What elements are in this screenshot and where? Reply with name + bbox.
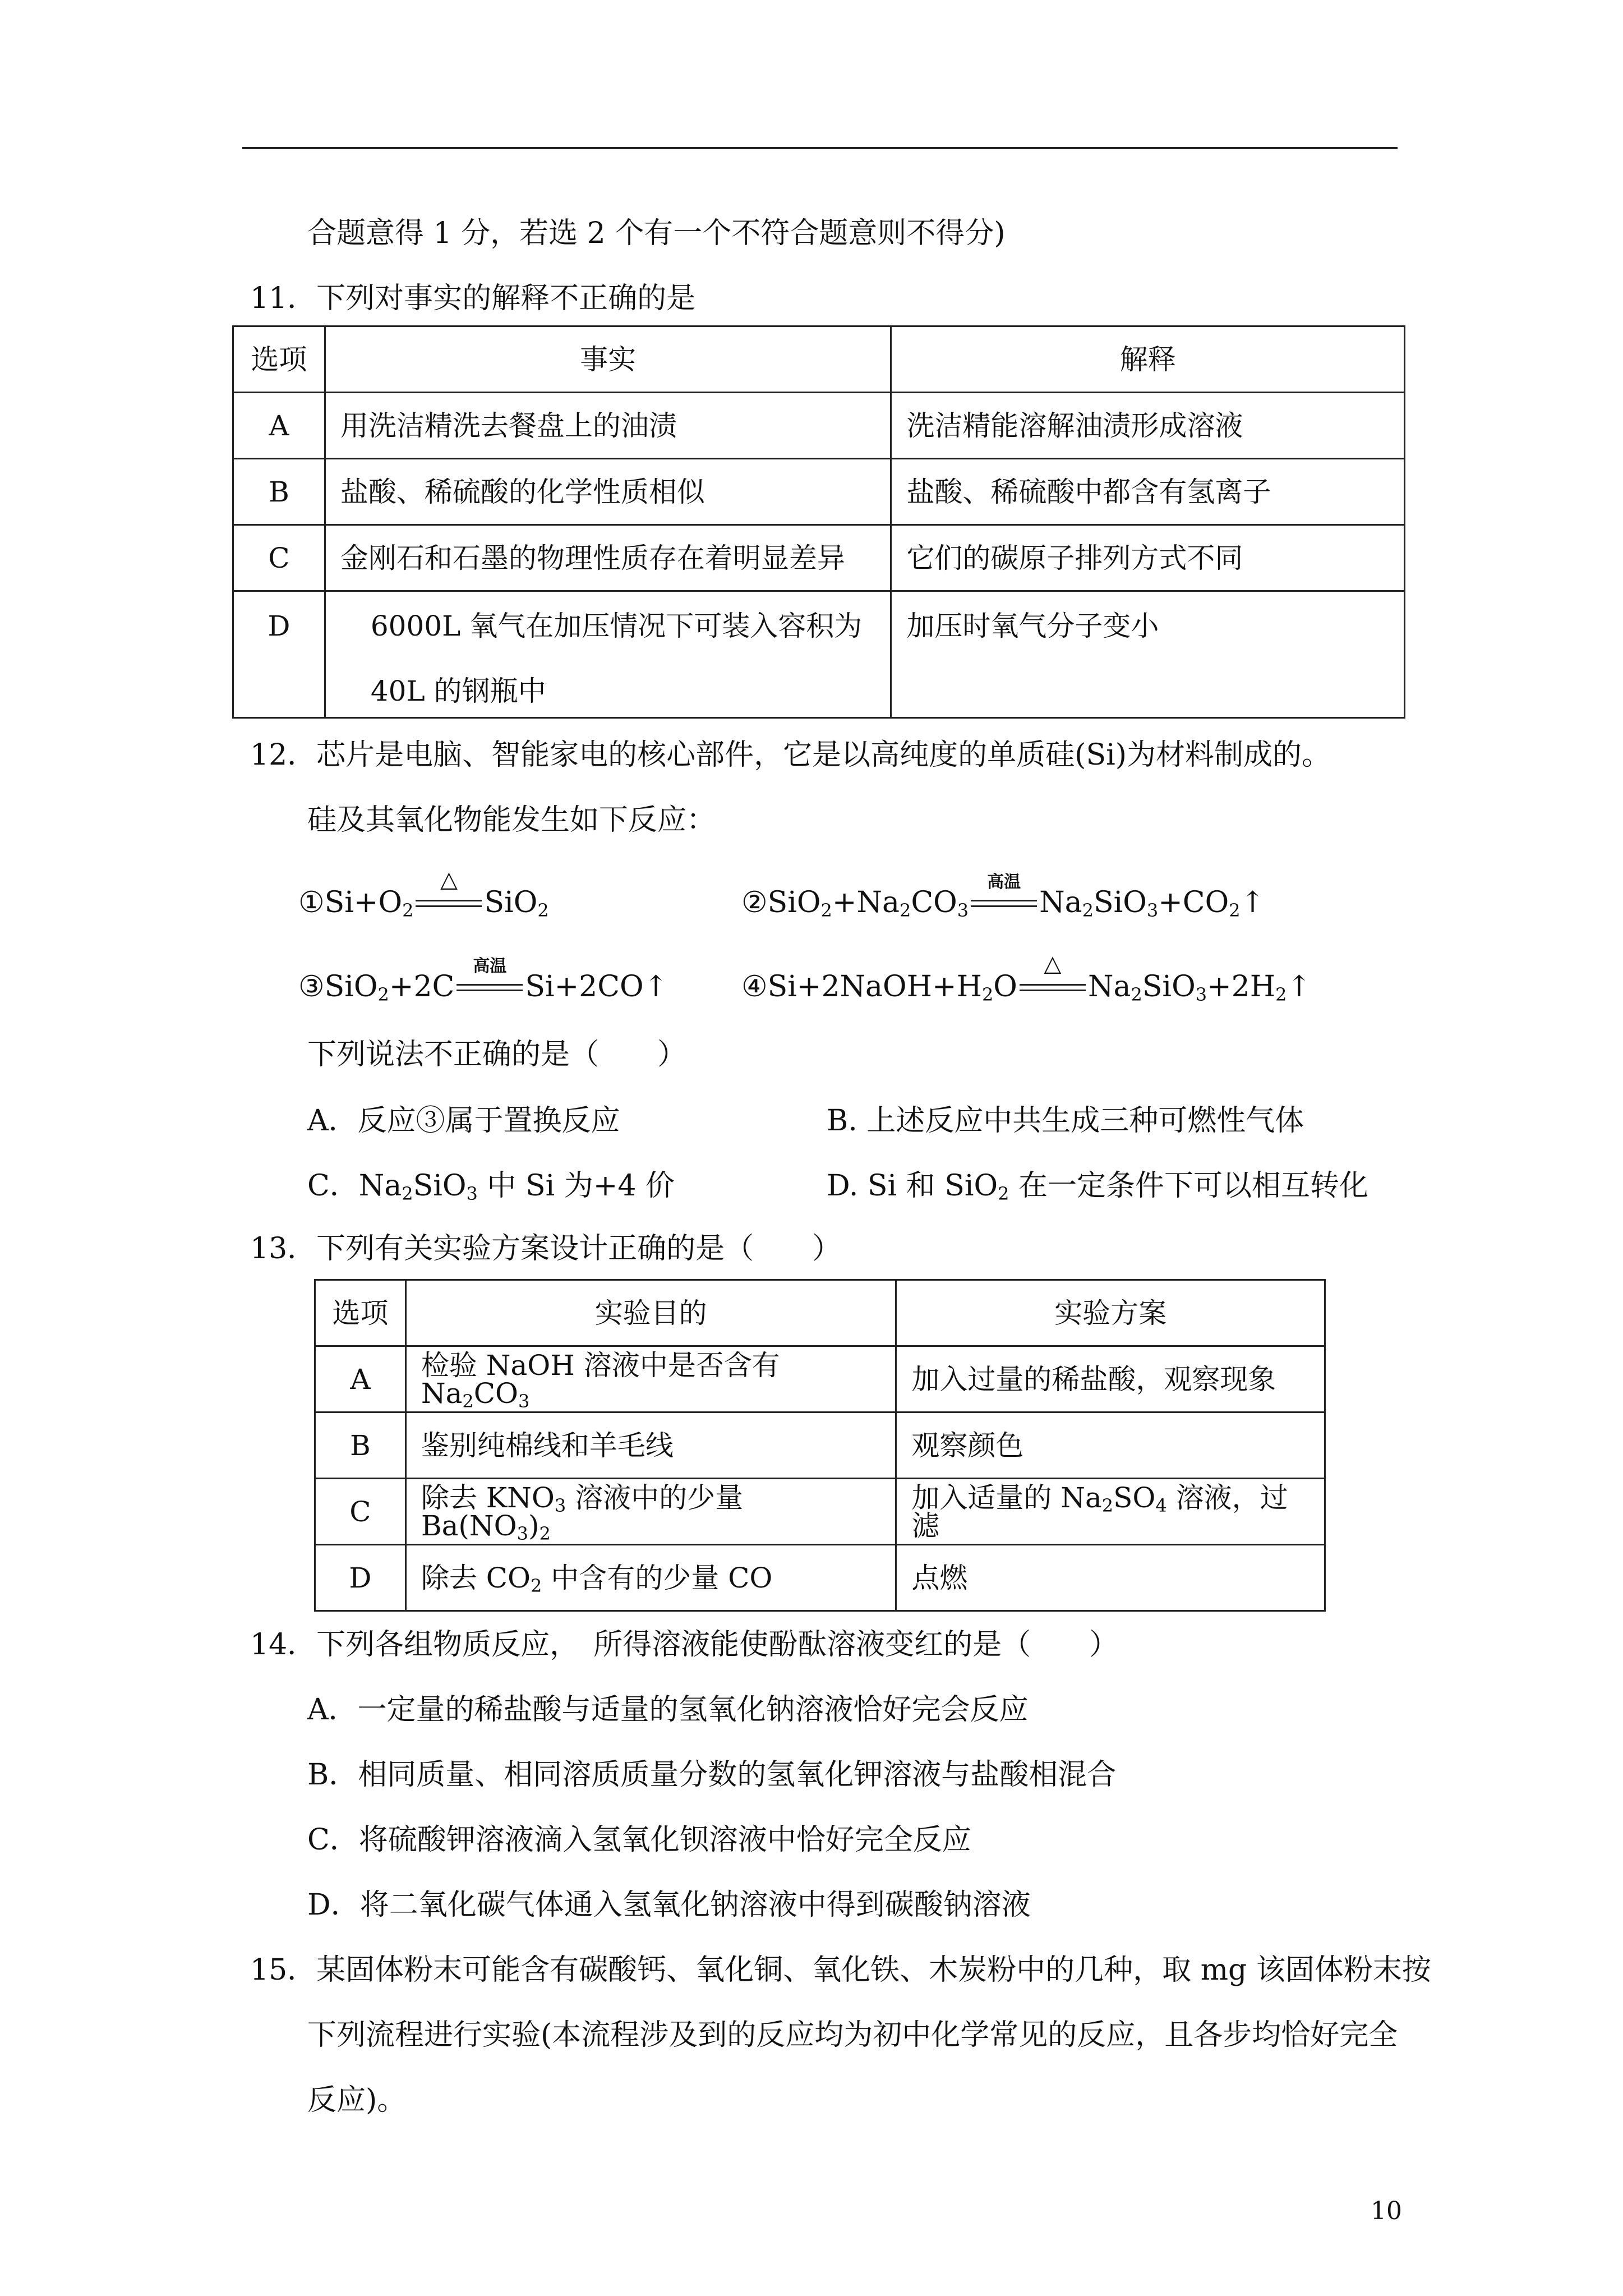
q14-stem: 14．下列各组物质反应， 所得溶液能使酚酞溶液变红的是（ ） xyxy=(250,1628,1119,1662)
q15-line-2: 下列流程进行实验(本流程涉及到的反应均为初中化学常见的反应，且各步均恰好完全 xyxy=(307,2018,1398,2052)
fact-line-2: 40L 的钢瓶中 xyxy=(370,675,546,707)
option-label: C xyxy=(233,525,325,591)
table-row xyxy=(233,393,1405,459)
equals-sign: 高温 xyxy=(457,967,523,996)
option-label: D xyxy=(315,1545,406,1611)
header-explanation: 解释 xyxy=(891,326,1405,393)
q14-option-b: B．相同质量、相同溶质质量分数的氢氧化钾溶液与盐酸相混合 xyxy=(307,1758,1117,1792)
option-label: A xyxy=(233,393,325,459)
equals-sign: 高温 xyxy=(971,883,1037,912)
q12-question: 下列说法不正确的是（ ） xyxy=(307,1038,687,1071)
gas-arrow-icon: ↑ xyxy=(643,970,668,1004)
table-row xyxy=(233,459,1405,525)
q14-option-d: D．将二氧化碳气体通入氢氧化钠溶液中得到碳酸钠溶液 xyxy=(307,1888,1031,1922)
continued-text: 合题意得 1 分，若选 2 个有一个不符合题意则不得分) xyxy=(307,217,1006,250)
purpose-cell: 除去 $CO_2$ 中含有的少量 CO xyxy=(405,1545,896,1611)
purpose-cell: 除去 $KNO_3$ 溶液中的少量 $Ba(NO_3)_2$ xyxy=(405,1479,896,1545)
equals-sign: △ xyxy=(1020,967,1086,996)
option-label: D xyxy=(233,591,325,718)
header-purpose: 实验目的 xyxy=(405,1280,896,1346)
fact-cell: 盐酸、稀硫酸的化学性质相似 xyxy=(325,459,891,525)
q12-option-c: C．$Na_2SiO_3$ 中 Si 为+4 价 xyxy=(307,1169,675,1204)
fact-cell: 金刚石和石墨的物理性质存在着明显差异 xyxy=(325,525,891,591)
plan-cell: 加入适量的 $Na_2SO_4$ 溶液，过滤 xyxy=(896,1479,1325,1545)
table-header-row xyxy=(233,326,1405,393)
q15-line-1: 15．某固体粉末可能含有碳酸钙、氧化铜、氧化铁、木炭粉中的几种，取 mg 该固体粉末按 xyxy=(250,1953,1431,1987)
explanation-cell: 加压时氧气分子变小 xyxy=(891,591,1405,718)
option-label: B xyxy=(233,459,325,525)
q12-option-a: A．反应③属于置换反应 xyxy=(307,1104,620,1138)
table-row xyxy=(233,525,1405,591)
table-row xyxy=(315,1346,1325,1412)
q12-option-d: D. Si 和 SiO$_2$ 在一定条件下可以相互转化 xyxy=(827,1169,1368,1204)
q15-line-3: 反应)。 xyxy=(307,2083,407,2117)
header-rule xyxy=(242,147,1398,149)
purpose-cell: 鉴别纯棉线和羊毛线 xyxy=(405,1412,896,1479)
explanation-cell: 它们的碳原子排列方式不同 xyxy=(891,525,1405,591)
option-label: A xyxy=(315,1346,406,1412)
purpose-cell: 检验 NaOH 溶液中是否含有 $Na_2CO_3$ xyxy=(405,1346,896,1412)
explanation-cell: 洗洁精能溶解油渍形成溶液 xyxy=(891,393,1405,459)
reaction-2: $②SiO_2+Na_2CO_3$ 高温 $Na_2SiO_3+CO_2↑$ xyxy=(741,872,1265,921)
explanation-cell: 盐酸、稀硫酸中都含有氢离子 xyxy=(891,459,1405,525)
fact-line-1: 6000L 氧气在加压情况下可装入容积为 xyxy=(370,610,863,642)
plan-cell: 点燃 xyxy=(896,1545,1325,1611)
table-row xyxy=(315,1545,1325,1611)
header-fact: 事实 xyxy=(325,326,891,393)
q14-option-c: C．将硫酸钾溶液滴入氢氧化钡溶液中恰好完全反应 xyxy=(307,1823,971,1857)
plan-cell: 加入过量的稀盐酸，观察现象 xyxy=(896,1346,1325,1412)
fact-cell xyxy=(325,591,891,718)
q11-stem: 11．下列对事实的解释不正确的是 xyxy=(250,282,696,315)
gas-arrow-icon: ↑ xyxy=(1240,886,1265,919)
table-row xyxy=(315,1479,1325,1545)
reaction-4: $④Si+2NaOH+H_2O$ △ $Na_2SiO_3+2H_2↑$ xyxy=(741,951,1312,1005)
option-label: B xyxy=(315,1412,406,1479)
header-option: 选项 xyxy=(315,1280,406,1346)
option-label: C xyxy=(315,1479,406,1545)
reaction-3: ③SiO$_2$+2C 高温 Si+2CO↑ xyxy=(298,956,668,1005)
q13-stem: 13．下列有关实验方案设计正确的是（ ） xyxy=(250,1232,842,1266)
header-option: 选项 xyxy=(233,326,325,393)
q14-option-a: A．一定量的稀盐酸与适量的氢氧化钠溶液恰好完会反应 xyxy=(307,1693,1029,1727)
gas-arrow-icon: ↑ xyxy=(1287,970,1312,1004)
page-number: 10 xyxy=(1371,2197,1402,2225)
header-plan: 实验方案 xyxy=(896,1280,1325,1346)
q13-table xyxy=(314,1279,1326,1612)
q11-table xyxy=(232,325,1405,719)
q12-option-b: B. 上述反应中共生成三种可燃性气体 xyxy=(827,1104,1304,1138)
table-row xyxy=(233,591,1405,718)
q12-stem-line-2: 硅及其氧化物能发生如下反应： xyxy=(307,803,716,837)
table-row xyxy=(315,1412,1325,1479)
fact-cell: 用洗洁精洗去餐盘上的油渍 xyxy=(325,393,891,459)
plan-cell: 观察颜色 xyxy=(896,1412,1325,1479)
equals-sign: △ xyxy=(416,883,482,912)
table-header-row xyxy=(315,1280,1325,1346)
reaction-1: $①Si+O_2$ △ SiO$_2$ xyxy=(298,867,549,921)
q12-stem-line-1: 12．芯片是电脑、智能家电的核心部件，它是以高纯度的单质硅(Si)为材料制成的。 xyxy=(250,738,1331,772)
